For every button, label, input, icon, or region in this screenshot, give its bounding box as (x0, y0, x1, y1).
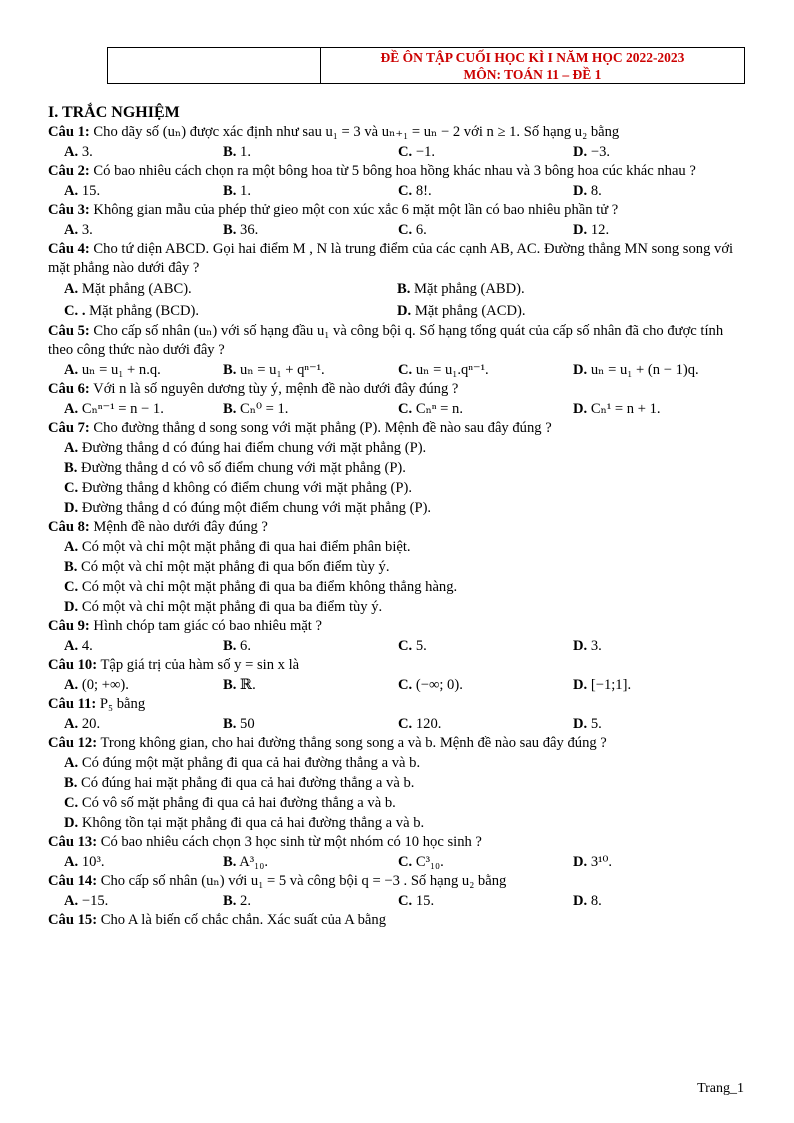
question-stem (48, 617, 748, 636)
option-text: 8. (587, 893, 602, 909)
question-stem (48, 322, 748, 360)
answer-option (398, 181, 573, 201)
option-text: 50 (236, 716, 255, 732)
answer-option (48, 636, 223, 656)
question-stem (48, 911, 748, 930)
option-text: −15. (78, 893, 109, 909)
option-letter: B. (223, 144, 237, 160)
question-stem (48, 162, 748, 181)
option-letter: C. (398, 677, 413, 693)
question-stem (48, 123, 748, 142)
options-row (48, 852, 748, 872)
option-text: Không tồn tại mặt phẳng đi qua cả hai đường thẳng a và b. (78, 815, 425, 831)
option-text: Mặt phẳng (BCD). (85, 303, 199, 319)
option-text: 3. (78, 144, 93, 160)
option-letter: C. (64, 795, 79, 811)
option-letter: B. (223, 362, 237, 378)
option-letter: B. (223, 183, 237, 199)
answer-option (223, 636, 398, 656)
option-letter: C. (398, 222, 413, 238)
option-text: 20. (78, 716, 101, 732)
question-label: Câu 6: (48, 381, 90, 397)
answer-option (223, 220, 398, 240)
answer-option (573, 181, 748, 201)
question-label: Câu 15: (48, 912, 98, 928)
question-label: Câu 4: (48, 241, 90, 257)
answer-option (223, 142, 398, 162)
option-letter: A. (64, 539, 79, 555)
answer-option (573, 891, 748, 911)
question-stem (48, 695, 748, 714)
question-stem (48, 833, 748, 852)
option-text: 1. (236, 144, 251, 160)
option-text: 5. (412, 638, 427, 654)
option-text: 1. (236, 183, 251, 199)
option-letter: B. (64, 559, 78, 575)
option-letter: D. (573, 401, 588, 417)
answer-option (48, 360, 223, 380)
option-letter: C. (398, 854, 413, 870)
option-letter: D. (64, 599, 79, 615)
option-text: −3. (587, 144, 611, 160)
options-row (48, 300, 748, 322)
question-label: Câu 2: (48, 163, 90, 179)
answer-option (573, 142, 748, 162)
option-text: [−1;1]. (587, 677, 632, 693)
option-letter: A. (64, 144, 79, 160)
option-letter: A. (64, 183, 79, 199)
answer-option (48, 793, 748, 813)
answer-option (573, 852, 748, 872)
answer-option (64, 278, 397, 300)
option-text: Đường thẳng d có vô số điểm chung với mặt phẳng (P). (77, 460, 406, 476)
option-text: Mặt phẳng (ACD). (411, 303, 526, 319)
answer-option (573, 714, 748, 734)
option-letter: A. (64, 638, 79, 654)
option-text: 12. (587, 222, 610, 238)
option-text: Cₙⁿ⁻¹ = n − 1. (78, 401, 164, 417)
answer-option (48, 181, 223, 201)
answer-option (48, 577, 748, 597)
question-stem (48, 518, 748, 537)
option-text: uₙ = u₁ + (n − 1)q. (587, 362, 699, 378)
answer-option (48, 220, 223, 240)
header-left-cell (108, 48, 321, 83)
question-text: Cho cấp số nhân (uₙ) với số hạng đầu u₁ và công bội q. Số hạng tổng quát của cấp số nhân đã cho được tính theo công thức nào dưới đây ? (48, 323, 724, 358)
question-stem (48, 240, 748, 278)
answer-option (398, 142, 573, 162)
question-text: Cho đường thẳng d song song với mặt phẳng (P). Mệnh đề nào sau đây đúng ? (89, 420, 552, 436)
option-letter: A. (64, 281, 79, 297)
answer-option (48, 852, 223, 872)
option-text: 4. (78, 638, 93, 654)
question-label: Câu 8: (48, 519, 90, 535)
answer-option (48, 478, 748, 498)
header-right-cell (321, 48, 744, 83)
question-label: Câu 12: (48, 735, 98, 751)
option-letter: D. (573, 183, 588, 199)
option-text: 8. (587, 183, 602, 199)
option-text: Cₙ¹ = n + 1. (587, 401, 661, 417)
option-letter: A. (64, 440, 79, 456)
option-letter: D. (573, 716, 588, 732)
question-label: Câu 9: (48, 618, 90, 634)
answer-option (397, 278, 730, 300)
answer-option (397, 300, 730, 322)
option-text: (−∞; 0). (412, 677, 463, 693)
page-number: Trang_1 (697, 1081, 744, 1096)
option-letter: D. (573, 893, 588, 909)
option-text: Có một và chỉ một mặt phẳng đi qua bốn điểm tùy ý. (77, 559, 390, 575)
answer-option (223, 714, 398, 734)
option-letter: D. (573, 362, 588, 378)
option-text: 6. (412, 222, 427, 238)
question-text: Mệnh đề nào dưới đây đúng ? (89, 519, 268, 535)
question-stem (48, 201, 748, 220)
options-row (48, 675, 748, 695)
question-stem (48, 872, 748, 891)
answer-option (398, 675, 573, 695)
option-text: 2. (236, 893, 251, 909)
option-letter: A. (64, 222, 79, 238)
option-text: Đường thẳng d có đúng hai điểm chung với mặt phẳng (P). (78, 440, 427, 456)
question-text: Có bao nhiêu cách chọn ra một bông hoa từ 5 bông hoa hồng khác nhau và 3 bông hoa cúc khác nhau ? (89, 163, 696, 179)
option-text: Có một và chỉ một mặt phẳng đi qua ba điểm tùy ý. (78, 599, 383, 615)
exam-title: ĐỀ ÔN TẬP CUỐI HỌC KÌ I NĂM HỌC 2022-2023 (380, 49, 685, 65)
question-text: Trong không gian, cho hai đường thẳng song song a và b. Mệnh đề nào sau đây đúng ? (97, 735, 607, 751)
option-text: Cₙⁿ = n. (412, 401, 463, 417)
option-text: 5. (587, 716, 602, 732)
option-text: C³₁₀. (412, 854, 444, 870)
answer-option (48, 675, 223, 695)
option-text: Có vô số mặt phẳng đi qua cả hai đường thẳng a và b. (78, 795, 396, 811)
option-text: 10³. (78, 854, 105, 870)
option-text: 3. (587, 638, 602, 654)
option-text: uₙ = u₁ + qⁿ⁻¹. (236, 362, 325, 378)
option-letter: A. (64, 401, 79, 417)
question-stem (48, 656, 748, 675)
option-letter: C. (64, 579, 79, 595)
option-text: uₙ = u₁.qⁿ⁻¹. (412, 362, 489, 378)
option-letter: B. (223, 222, 237, 238)
answer-option (398, 852, 573, 872)
option-letter: C. (398, 893, 413, 909)
option-letter: D. (64, 500, 79, 516)
options-row (48, 278, 748, 300)
answer-option (573, 675, 748, 695)
option-text: 6. (236, 638, 251, 654)
question-label: Câu 1: (48, 124, 90, 140)
option-letter: C. (398, 144, 413, 160)
options-row (48, 220, 748, 240)
option-text: ℝ. (236, 677, 256, 693)
option-text: 15. (412, 893, 435, 909)
answer-option (398, 891, 573, 911)
question-text: Với n là số nguyên dương tùy ý, mệnh đề nào dưới đây đúng ? (89, 381, 459, 397)
question-label: Câu 7: (48, 420, 90, 436)
option-letter: D. (573, 144, 588, 160)
option-letter: C. (398, 638, 413, 654)
answer-option (573, 636, 748, 656)
options-row (48, 181, 748, 201)
option-text: uₙ = u₁ + n.q. (78, 362, 161, 378)
option-letter: D. (397, 303, 412, 319)
option-letter: A. (64, 893, 79, 909)
option-letter: A. (64, 716, 79, 732)
option-text: Mặt phẳng (ABD). (410, 281, 525, 297)
option-letter: C. (398, 362, 413, 378)
question-text: Cho tứ diện ABCD. Gọi hai điểm M , N là trung điểm của các cạnh AB, AC. Đường thẳng MN song song với mặt phẳng nào dưới đây ? (48, 241, 734, 276)
question-label: Câu 14: (48, 873, 98, 889)
answer-option (223, 181, 398, 201)
answer-option (48, 142, 223, 162)
option-text: 36. (236, 222, 259, 238)
question-label: Câu 5: (48, 323, 90, 339)
option-text: (0; +∞). (78, 677, 129, 693)
option-text: Có một và chỉ một mặt phẳng đi qua ba điểm không thẳng hàng. (78, 579, 458, 595)
question-text: Cho dãy số (uₙ) được xác định như sau u₁ = 3 và uₙ₊₁ = uₙ − 2 với n ≥ 1. Số hạng u₂ bằng (89, 124, 620, 140)
option-text: Cₙ⁰ = 1. (236, 401, 289, 417)
answer-option (398, 220, 573, 240)
option-letter: B. (223, 677, 237, 693)
answer-option (398, 399, 573, 419)
option-letter: A. (64, 677, 79, 693)
question-stem (48, 419, 748, 438)
answer-option (48, 438, 748, 458)
question-text: Không gian mẫu của phép thử gieo một con xúc xắc 6 mặt một lần có bao nhiêu phần tử ? (89, 202, 619, 218)
option-text: 8!. (412, 183, 432, 199)
question-label: Câu 3: (48, 202, 90, 218)
answer-option (223, 675, 398, 695)
answer-option (48, 399, 223, 419)
answer-option (223, 399, 398, 419)
answer-option (48, 498, 748, 518)
option-text: 3. (78, 222, 93, 238)
option-letter: C. (398, 401, 413, 417)
answer-option (573, 360, 748, 380)
answer-option (48, 773, 748, 793)
option-letter: B. (223, 893, 237, 909)
option-text: Đường thẳng d không có điểm chung với mặt phẳng (P). (78, 480, 413, 496)
answer-option (573, 399, 748, 419)
options-row (48, 142, 748, 162)
answer-option (48, 753, 748, 773)
options-row (48, 714, 748, 734)
exam-subject: MÔN: TOÁN 11 – ĐỀ 1 (463, 66, 602, 82)
option-letter: C. (64, 480, 79, 496)
option-text: Đường thẳng d có đúng một điểm chung với mặt phẳng (P). (78, 500, 432, 516)
question-text: Cho cấp số nhân (uₙ) với u₁ = 5 và công bội q = −3 . Số hạng u₂ bằng (97, 873, 507, 889)
option-text: 15. (78, 183, 101, 199)
option-letter: A. (64, 362, 79, 378)
option-text: 120. (412, 716, 442, 732)
option-text: Có đúng một mặt phẳng đi qua cả hai đường thẳng a và b. (78, 755, 421, 771)
option-letter: A. (64, 854, 79, 870)
questions-content (48, 104, 748, 930)
option-letter: D. (64, 815, 79, 831)
options-row (48, 636, 748, 656)
answer-option (48, 537, 748, 557)
question-stem (48, 380, 748, 399)
option-text: Có đúng hai mặt phẳng đi qua cả hai đường thẳng a và b. (77, 775, 415, 791)
answer-option (223, 891, 398, 911)
answer-option (48, 557, 748, 577)
answer-option (48, 597, 748, 617)
question-label: Câu 10: (48, 657, 98, 673)
option-text: 3¹⁰. (587, 854, 613, 870)
option-letter: C. . (64, 303, 86, 319)
option-letter: D. (573, 222, 588, 238)
answer-option (64, 300, 397, 322)
option-letter: D. (573, 677, 588, 693)
option-text: Có một và chỉ một mặt phẳng đi qua hai điểm phân biệt. (78, 539, 411, 555)
option-letter: C. (398, 716, 413, 732)
answer-option (573, 220, 748, 240)
option-letter: A. (64, 755, 79, 771)
option-text: −1. (412, 144, 436, 160)
option-letter: B. (64, 775, 78, 791)
answer-option (48, 891, 223, 911)
options-row (48, 360, 748, 380)
question-label: Câu 13: (48, 834, 98, 850)
option-letter: D. (573, 638, 588, 654)
answer-option (48, 714, 223, 734)
option-letter: C. (398, 183, 413, 199)
options-row (48, 399, 748, 419)
option-letter: B. (397, 281, 411, 297)
option-letter: B. (223, 716, 237, 732)
option-letter: D. (573, 854, 588, 870)
answer-option (223, 360, 398, 380)
question-text: Hình chóp tam giác có bao nhiêu mặt ? (89, 618, 322, 634)
options-row (48, 891, 748, 911)
section-title: I. TRẮC NGHIỆM (48, 104, 180, 121)
question-text: Có bao nhiêu cách chọn 3 học sinh từ một nhóm có 10 học sinh ? (97, 834, 482, 850)
option-text: Mặt phẳng (ABC). (78, 281, 192, 297)
option-letter: B. (223, 401, 237, 417)
answer-option (398, 360, 573, 380)
answer-option (223, 852, 398, 872)
answer-option (48, 813, 748, 833)
question-text: Tập giá trị của hàm số y = sin x là (97, 657, 300, 673)
exam-header-box (107, 47, 745, 84)
option-text: A³₁₀. (236, 854, 268, 870)
question-label: Câu 11: (48, 696, 97, 712)
option-letter: B. (223, 638, 237, 654)
answer-option (398, 714, 573, 734)
question-text: P₅ bằng (96, 696, 146, 712)
question-text: Cho A là biến cố chắc chắn. Xác suất của A bằng (97, 912, 387, 928)
option-letter: B. (64, 460, 78, 476)
question-stem (48, 734, 748, 753)
answer-option (398, 636, 573, 656)
answer-option (48, 458, 748, 478)
option-letter: B. (223, 854, 237, 870)
